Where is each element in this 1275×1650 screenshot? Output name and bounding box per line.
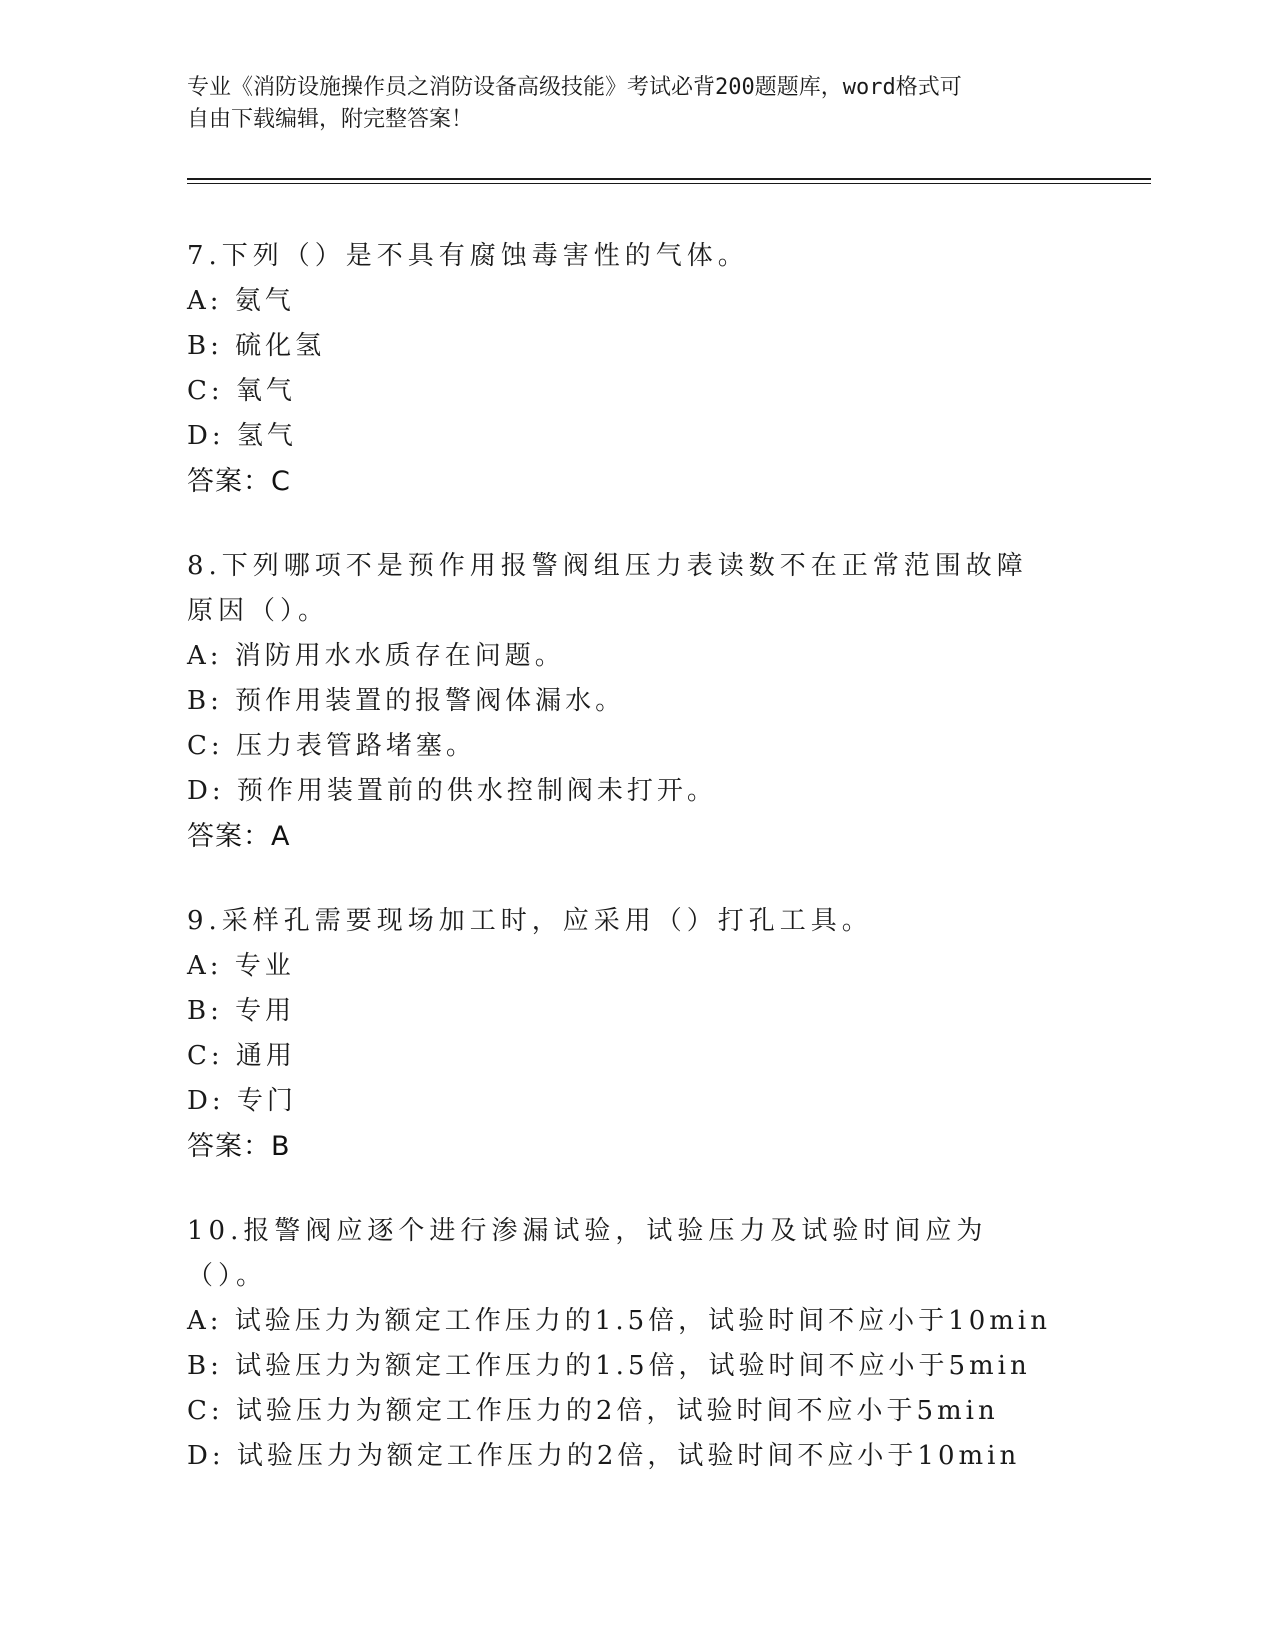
option-d: D: 专门	[187, 1086, 297, 1116]
answer-text: 答案：B	[187, 1131, 291, 1162]
option-c: C: 氧气	[187, 376, 296, 406]
question-stem: 7.下列（）是不具有腐蚀毒害性的气体。	[187, 241, 749, 271]
option-a: A: 氨气	[187, 286, 295, 316]
question-9	[187, 899, 1087, 1169]
question-7	[187, 234, 1087, 504]
option-b: B: 硫化氢	[187, 331, 326, 361]
option-c: C: 通用	[187, 1041, 296, 1071]
option-b: B: 试验压力为额定工作压力的1.5倍，试验时间不应小于5min	[187, 1351, 1031, 1381]
document-header	[187, 72, 1087, 136]
option-d: D: 预作用装置前的供水控制阀未打开。	[187, 776, 717, 806]
option-b: B: 预作用装置的报警阀体漏水。	[187, 686, 626, 716]
question-stem: 8.下列哪项不是预作用报警阀组压力表读数不在正常范围故障原因（）。	[187, 551, 1028, 626]
answer-text: 答案：A	[187, 821, 291, 852]
option-c: C: 压力表管路堵塞。	[187, 731, 476, 761]
header-line-2: 自由下载编辑，附完整答案！	[187, 107, 474, 132]
option-a: A: 试验压力为额定工作压力的1.5倍，试验时间不应小于10min	[187, 1306, 1051, 1336]
header-divider-thin	[187, 183, 1151, 184]
option-a: A: 专业	[187, 951, 295, 981]
question-list	[187, 234, 1087, 1519]
question-10	[187, 1209, 1087, 1479]
answer-text: 答案：C	[187, 466, 291, 497]
header-divider-thick	[187, 178, 1151, 180]
option-d: D: 氢气	[187, 421, 297, 451]
question-8	[187, 544, 1087, 859]
option-b: B: 专用	[187, 996, 296, 1026]
header-line-1: 专业《消防设施操作员之消防设备高级技能》考试必背200题题库，word格式可	[187, 75, 962, 100]
option-c: C: 试验压力为额定工作压力的2倍，试验时间不应小于5min	[187, 1396, 999, 1426]
question-stem: 10.报警阀应逐个进行渗漏试验，试验压力及试验时间应为（）。	[187, 1216, 988, 1291]
question-stem: 9.采样孔需要现场加工时，应采用（）打孔工具。	[187, 906, 873, 936]
option-d: D: 试验压力为额定工作压力的2倍，试验时间不应小于10min	[187, 1441, 1021, 1471]
option-a: A: 消防用水水质存在问题。	[187, 641, 565, 671]
